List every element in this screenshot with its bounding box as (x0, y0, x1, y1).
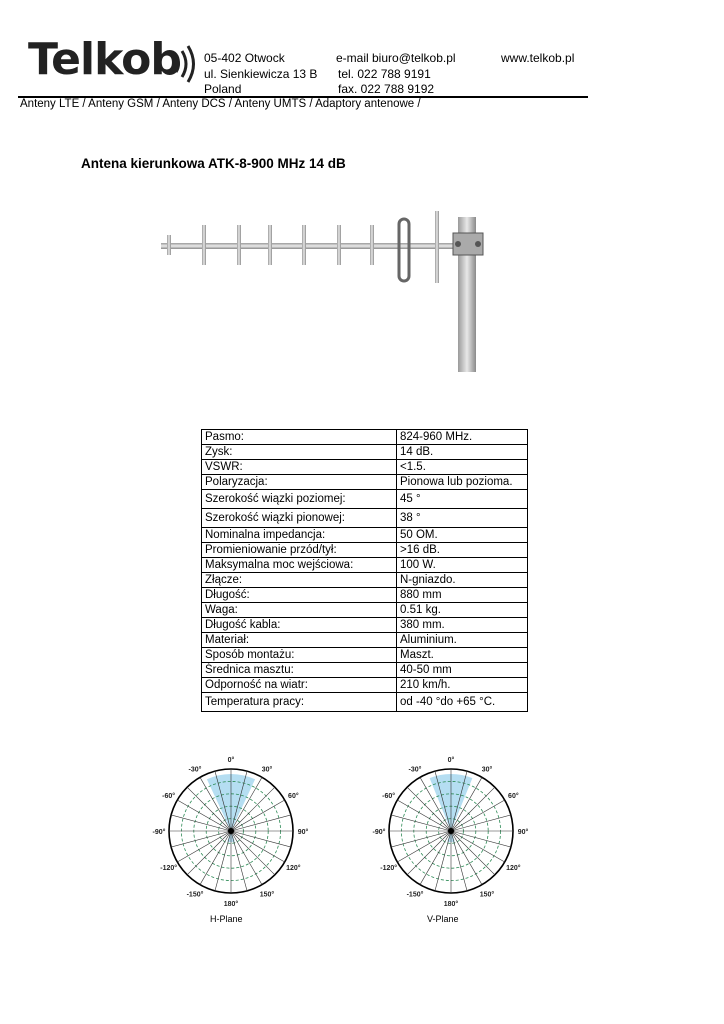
h-plane-label: H-Plane (210, 914, 243, 924)
spec-key: Średnica masztu: (202, 663, 397, 678)
center-point (228, 828, 234, 834)
angle-label: 150° (479, 891, 495, 899)
spec-value: 38 ° (397, 509, 528, 528)
logo-text: Telkob (28, 34, 181, 85)
spec-value: 880 mm (397, 588, 528, 603)
spec-key: Szerokość wiązki pionowej: (202, 509, 397, 528)
spec-row (202, 445, 528, 460)
angle-label: 180° (223, 901, 239, 908)
grid-spoke (177, 831, 231, 862)
angle-label: -90° (372, 829, 386, 836)
spec-row (202, 528, 528, 543)
spec-value: Pionowa lub pozioma. (397, 475, 528, 490)
spec-value: 40-50 mm (397, 663, 528, 678)
grid-spoke (231, 831, 275, 875)
spec-value: Aluminium. (397, 633, 528, 648)
spec-table (201, 429, 528, 712)
spec-row (202, 663, 528, 678)
angle-label: 120° (506, 865, 521, 872)
grid-spoke (407, 831, 451, 875)
grid-spoke (420, 831, 451, 885)
angle-label: 90° (297, 829, 309, 836)
grid-spoke (397, 831, 451, 862)
spec-row (202, 543, 528, 558)
grid-spoke (171, 831, 231, 847)
website-link[interactable]: www.telkob.pl (501, 51, 575, 65)
spec-value: 50 OM. (397, 528, 528, 543)
spec-value: 380 mm. (397, 618, 528, 633)
grid-spoke (391, 831, 451, 847)
angle-label: 0° (447, 757, 455, 764)
spec-key: Złącze: (202, 573, 397, 588)
spec-row (202, 558, 528, 573)
spec-key: Polaryzacja: (202, 475, 397, 490)
spec-value: N-gniazdo. (397, 573, 528, 588)
spec-value: Maszt. (397, 648, 528, 663)
grid-spoke (451, 831, 505, 862)
spec-key: Szerokość wiązki poziomej: (202, 490, 397, 509)
spec-value: <1.5. (397, 460, 528, 475)
grid-spoke (231, 831, 291, 847)
grid-spoke (451, 831, 482, 885)
spec-key: Materiał: (202, 633, 397, 648)
spec-value: >16 dB. (397, 543, 528, 558)
grid-spoke (451, 815, 511, 831)
spec-key: Waga: (202, 603, 397, 618)
spec-row (202, 693, 528, 712)
spec-key: Długość: (202, 588, 397, 603)
grid-spoke (435, 831, 451, 891)
grid-spoke (187, 831, 231, 875)
spec-row (202, 509, 528, 528)
grid-spoke (215, 831, 231, 891)
fax-number: fax. 022 788 9192 (338, 82, 435, 96)
spec-value: 100 W. (397, 558, 528, 573)
spec-key: Maksymalna moc wejściowa: (202, 558, 397, 573)
spec-row (202, 648, 528, 663)
angle-label: 30° (261, 766, 273, 774)
spec-row (202, 490, 528, 509)
grid-spoke (231, 831, 285, 862)
grid-spoke (231, 815, 291, 831)
address-line-1: 05-402 Otwock (204, 51, 285, 65)
spec-value: 824-960 MHz. (397, 430, 528, 445)
spec-value: 14 dB. (397, 445, 528, 460)
angle-label: 30° (481, 766, 493, 774)
angle-label: 180° (443, 901, 459, 908)
angle-label: 120° (286, 865, 301, 872)
angle-label: -60° (162, 793, 176, 800)
angle-label: -60° (382, 793, 396, 800)
spec-value: 0.51 kg. (397, 603, 528, 618)
angle-label: -30° (408, 766, 422, 774)
angle-label: -90° (152, 829, 166, 836)
spec-key: Promieniowanie przód/tył: (202, 543, 397, 558)
spec-key: Sposób montażu: (202, 648, 397, 663)
spec-value: od -40 °do +65 °C. (397, 693, 528, 712)
spec-row (202, 430, 528, 445)
spec-key: Pasmo: (202, 430, 397, 445)
grid-spoke (200, 831, 231, 885)
spec-key: VSWR: (202, 460, 397, 475)
spec-row (202, 603, 528, 618)
angle-label: -150° (406, 891, 424, 899)
angle-label: -120° (160, 865, 178, 872)
antenna-illustration (155, 205, 490, 377)
spec-key: Nominalna impedancja: (202, 528, 397, 543)
spec-row (202, 460, 528, 475)
grid-spoke (451, 831, 511, 847)
spec-key: Temperatura pracy: (202, 693, 397, 712)
h-plane-polar-plot (136, 755, 326, 915)
spec-row (202, 618, 528, 633)
angle-label: 0° (227, 757, 235, 764)
spec-key: Odporność na wiatr: (202, 678, 397, 693)
phone-number: tel. 022 788 9191 (338, 67, 431, 81)
spec-row (202, 588, 528, 603)
angle-label: -30° (188, 766, 202, 774)
spec-row (202, 573, 528, 588)
spec-key: Zysk: (202, 445, 397, 460)
address-line-2: ul. Sienkiewicza 13 B (204, 67, 318, 81)
category-breadcrumb[interactable]: Anteny LTE / Anteny GSM / Anteny DCS / Anteny UMTS / Adaptory antenowe / (20, 98, 421, 110)
product-title: Antena kierunkowa ATK-8-900 MHz 14 dB (81, 156, 346, 171)
spec-key: Długość kabla: (202, 618, 397, 633)
spec-row (202, 678, 528, 693)
spec-value: 210 km/h. (397, 678, 528, 693)
angle-label: -120° (380, 865, 398, 872)
v-plane-polar-plot (356, 755, 546, 915)
address-line-3: Poland (204, 82, 242, 96)
v-plane-label: V-Plane (427, 914, 459, 924)
angle-label: 60° (288, 793, 299, 800)
email-link[interactable]: e-mail biuro@telkob.pl (336, 51, 456, 65)
angle-label: 90° (517, 829, 529, 836)
spec-row (202, 633, 528, 648)
grid-spoke (231, 831, 262, 885)
grid-spoke (451, 831, 495, 875)
center-point (448, 828, 454, 834)
angle-label: 150° (259, 891, 275, 899)
angle-label: -150° (186, 891, 204, 899)
angle-label: 60° (508, 793, 519, 800)
spec-row (202, 475, 528, 490)
spec-value: 45 ° (397, 490, 528, 509)
signal-waves-icon (172, 44, 198, 84)
